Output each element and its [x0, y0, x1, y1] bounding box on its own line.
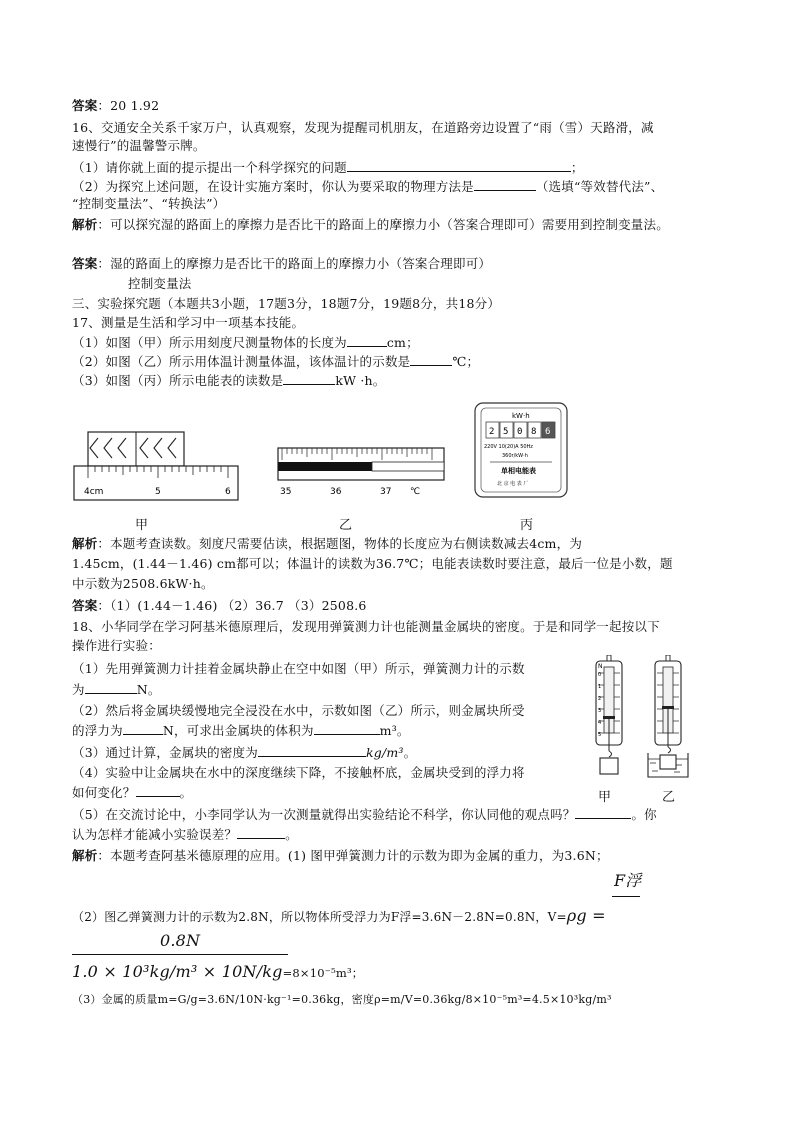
ruler-tick-5: 5: [155, 487, 161, 497]
thermo-tick-36: 36: [330, 487, 342, 497]
q18-part5-pre: （5）在交流讨论中，小李同学认为一次测量就得出实验结论不科学，你认同他的观点吗？: [72, 807, 576, 822]
q17-part2-end: ℃；: [452, 354, 480, 369]
q18-blank2[interactable]: [123, 722, 163, 735]
meter-digit-decimal: 6: [545, 427, 551, 437]
meter-digit-1: 2: [489, 427, 495, 437]
q18-part3-unit: kg/m³: [365, 745, 404, 760]
spring-scale-figure: [590, 655, 705, 781]
q16-answer-line2: 控制变量法: [128, 276, 192, 291]
q16-stem-line1: 16、交通安全关系千家万户，认真观察，发现为提醒司机朋友，在道路旁边设置了“雨（雪）天路滑，减: [72, 120, 654, 135]
q18-part2-pre: 的浮力为: [72, 723, 123, 738]
q18-part3-end: 。: [403, 745, 417, 760]
q18-part2-line1: （2）然后将金属块缓慢地完全浸没在水中，示数如图（乙）所示，则金属块所受: [72, 703, 525, 718]
fraction-denominator-line: [72, 962, 364, 983]
caption-jia: 甲: [135, 518, 149, 533]
q18-part4-pre: 如何变化？: [72, 785, 136, 800]
q16-blank2[interactable]: [474, 178, 536, 191]
ruler-figure: [72, 428, 240, 504]
meter-name: 单相电能表: [501, 467, 536, 475]
spring-scale-yi: [648, 655, 688, 777]
scale-mark-4: 4: [598, 720, 602, 726]
q16-part1-text: （1）请你就上面的提示提出一个科学探究的问题: [72, 160, 347, 175]
fraction-bar-small: [612, 896, 640, 897]
answer-15: [72, 98, 159, 114]
q18-part5b-end: 。: [285, 827, 298, 842]
q18-stem-line1: 18、小华同学在学习阿基米德原理后，发现用弹簧测力计也能测量金属块的密度。于是和同学一起按以下: [72, 619, 660, 634]
q18-blank5[interactable]: [136, 784, 180, 797]
q18-part1-pre: 为: [72, 682, 85, 697]
caption-yi: 乙: [339, 518, 353, 533]
q17-part1-end: cm；: [386, 335, 419, 350]
q18-part5-line1: [72, 806, 657, 823]
scale-mark-3: 3: [598, 708, 602, 714]
scale-mark-0: 0: [598, 672, 602, 678]
q18-analysis-line1: [72, 848, 609, 864]
q17-part1: [72, 334, 419, 351]
answer-value: 20 1.92: [110, 98, 160, 113]
q18-analysis-line2: [72, 908, 606, 925]
spring-scale-jia: [596, 655, 622, 774]
q18-part5-line2: [72, 826, 298, 843]
q16-part2: [72, 178, 663, 195]
q18-analysis-line3: （3）金属的质量m=G/g=3.6N/10N·kg⁻¹=0.36kg，密度ρ=m/V=0.36kg/8×10⁻⁵m³=4.5×10³kg/m³: [72, 993, 612, 1006]
thermo-unit: ℃: [410, 487, 421, 497]
q17-blank2[interactable]: [410, 353, 452, 366]
q18-blank7[interactable]: [237, 826, 285, 839]
q17-part3-end: kW ·h。: [335, 373, 386, 388]
caption-bing: 丙: [520, 518, 534, 533]
thermo-tick-35: 35: [280, 487, 292, 497]
answer-label: 答案: [72, 598, 98, 613]
mercury-column: [278, 462, 372, 471]
meter-unit: kW·h: [512, 412, 530, 420]
q16-answer: [72, 256, 491, 272]
meter-digit-4: 8: [531, 427, 537, 437]
caption-18-jia: 甲: [598, 790, 612, 805]
q18-part4-line1: （4）实验中让金属块在水中的深度继续下降，不接触杯底，金属块受到的浮力将: [72, 765, 525, 780]
q18-stem-line2: 操作进行实验：: [72, 638, 161, 653]
ruler-tick-4cm: 4cm: [84, 487, 104, 497]
metal-block-jia: [600, 758, 618, 774]
q18-part2-mid: N，可求出金属块的体积为: [162, 723, 314, 738]
scale-mark-5: 5: [598, 732, 602, 738]
electric-meter-figure: [474, 402, 568, 498]
answer-text: ：湿的路面上的摩擦力是否比干的路面上的摩擦力小（答案合理即可）: [97, 256, 492, 271]
q18-blank3[interactable]: [314, 722, 380, 735]
q16-part2-line2: “控制变量法”、“转换法”）: [72, 196, 226, 211]
q18-part1-end: N。: [136, 682, 161, 697]
q17-analysis-line2: 1.45cm，(1.44－1.46) cm都可以；体温计的读数为36.7℃；电能表读数时要注意，最后一位是小数，题: [72, 556, 673, 571]
q18-part4-end: 。: [179, 785, 193, 800]
thermometer-figure: [270, 440, 450, 500]
f-float-symbol: F浮: [614, 871, 642, 890]
q18-blank6[interactable]: [575, 806, 631, 819]
answer-sep: ：: [97, 98, 111, 113]
scale-mark-1: 1: [598, 684, 602, 690]
analysis-label: 解析: [72, 217, 98, 232]
analysis-text: ：本题考查读数。刻度尺需要估读，根据题图，物体的长度应为右侧读数减去4cm，为: [97, 536, 583, 551]
fraction-bar-large: [72, 954, 288, 955]
analysis-text: ：可以探究湿的路面上的摩擦力是否比干的路面上的摩擦力小（答案合理即可）需要用到控制变量法。: [97, 217, 669, 232]
q16-part2-text: （2）为探究上述问题，在设计实施方案时，你认为要采取的物理方法是: [72, 179, 474, 194]
q17-blank1[interactable]: [347, 334, 387, 347]
q17-part1-text: （1）如图（甲）所示用刻度尺测量物体的长度为: [72, 335, 347, 350]
caption-18-yi: 乙: [662, 790, 676, 805]
q17-part3: [72, 372, 385, 389]
q16-part1-end: ；: [570, 160, 584, 175]
q16-part2-end: （选填“等效替代法”、: [535, 179, 664, 194]
thermo-tick-37: 37: [380, 487, 392, 497]
metal-block-yi: [660, 755, 676, 769]
meter-digit-3: 0: [517, 427, 523, 437]
q17-blank3[interactable]: [283, 372, 335, 385]
q18-blank4[interactable]: [258, 744, 366, 757]
q18-part3-text: （3）通过计算，金属块的密度为: [72, 745, 258, 760]
denominator-text: 1.0 × 10³kg/m³ × 10N/kg: [72, 962, 283, 981]
analysis-label: 解析: [72, 536, 98, 551]
q18-part5-mid: 。你: [631, 807, 657, 822]
fraction-numerator: [160, 932, 200, 950]
q18-part4-line2: [72, 784, 192, 801]
section-3-heading: 三、实验探究题（本题共3小题，17题3分，18题7分，19题8分，共18分）: [72, 296, 501, 311]
q16-part1: [72, 159, 584, 176]
q17-part2: [72, 353, 479, 370]
q17-answer: [72, 598, 367, 614]
scale-mark-2: 2: [598, 696, 602, 702]
q18-part3: [72, 744, 416, 761]
q17-part3-text: （3）如图（丙）所示电能表的读数是: [72, 373, 284, 388]
answer-label: 答案: [72, 98, 98, 113]
q16-blank1[interactable]: [347, 159, 571, 172]
q17-analysis-line1: [72, 536, 582, 552]
meter-maker: 北 京 电 表 厂: [497, 481, 529, 487]
meter-digit-2: 5: [503, 427, 509, 437]
q17-analysis-line3: 中示数为2508.6kW·h。: [72, 576, 214, 591]
meter-spec: 220V 10(20)A 50Hz: [484, 444, 533, 450]
numerator-text: 0.8N: [160, 931, 201, 950]
q18-part2-line2: [72, 722, 410, 739]
answer-label: 答案: [72, 256, 98, 271]
q16-stem-line2: 速慢行”的温馨警示牌。: [72, 138, 206, 153]
q16-analysis: [72, 217, 669, 233]
q18-part2-end: m³。: [379, 723, 410, 738]
analysis-text-2: （2）图乙弹簧测力计的示数为2.8N，所以物体所受浮力为F浮=3.6N－2.8N=0.8N，V=: [72, 910, 567, 924]
analysis-label: 解析: [72, 848, 98, 863]
q17-stem: 17、测量是生活和学习中一项基本技能。: [72, 315, 305, 330]
q17-part2-text: （2）如图（乙）所示用体温计测量体温，该体温计的示数是: [72, 354, 411, 369]
fraction-result: =8×10⁻⁵m³；: [282, 966, 364, 980]
analysis-text: ：本题考查阿基米德原理的应用。(1) 图甲弹簧测力计的示数为即为金属的重力，为3.6N；: [97, 848, 609, 863]
q18-blank1[interactable]: [85, 681, 137, 694]
rho-g: ρg =: [566, 906, 606, 925]
ruler-tick-6: 6: [225, 487, 231, 497]
answer-text: ：（1）(1.44－1.46) （2）36.7 （3）2508.6: [97, 598, 367, 613]
q18-part5b-pre: 认为怎样才能减小实验误差？: [72, 827, 238, 842]
q18-part1-line2: [72, 681, 161, 698]
meter-rev: 360r/kW·h: [502, 453, 528, 459]
q18-part1-line1: （1）先用弹簧测力计挂着金属块静止在空中如图（甲）所示，弹簧测力计的示数: [72, 661, 525, 676]
scale-unit-jia: N: [598, 663, 603, 670]
